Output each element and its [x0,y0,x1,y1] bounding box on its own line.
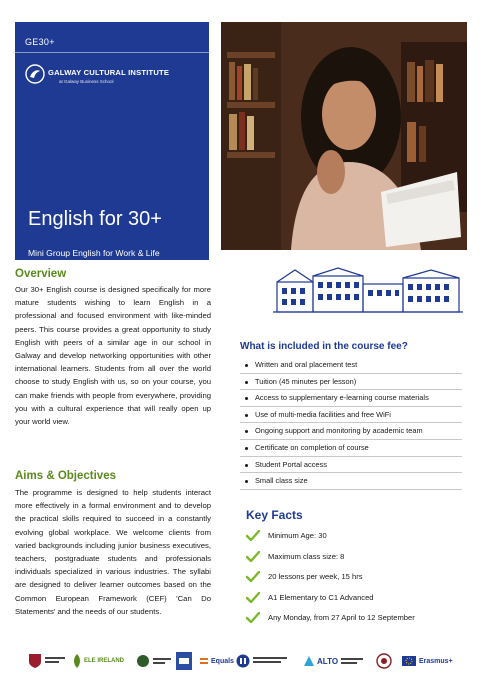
fee-item [240,423,462,440]
aims-text: The programme is designed to help students interact more effectively in a formal environment and to develop the practical skills required to succeed in a constantly evolving global workplace. We welcome clients from varied backgrounds including junior business executives, teachers, postgraduate students and professionals individuals specialized in various industries. The syllabi are designed to deliver learner outcomes based on the Common European Framework (CEF) 'Can Do Statements' and the needs of our students. [15,488,211,616]
fee-item [240,390,462,407]
alto-logo [304,649,363,673]
fee-item-label: Ongoing support and monitoring by academic team [255,426,423,436]
bullet-icon [245,364,248,367]
course-code: GE30+ [25,37,55,47]
ih-logo [236,649,287,673]
student-photo [221,22,467,250]
erasmus-label: Erasmus+ [419,657,453,665]
checkmark-icon [246,592,260,603]
divider [15,52,209,53]
page-subtitle: Mini Group English for Work & Life [28,248,160,258]
ele-ireland-logo [73,649,124,673]
qqi-logo [176,649,192,673]
checkmark-icon [246,530,260,541]
university-crest-logo [28,649,65,673]
fee-item-label: Certificate on completion of course [255,442,369,452]
fee-item [240,407,462,424]
alto-label: ALTO [317,656,339,666]
fee-item-label: Use of multi-media facilities and free WiFi [255,409,391,419]
fee-item-label: Small class size [255,476,308,486]
bullet-icon [245,397,248,400]
key-fact-label: Any Monday, from 27 April to 12 September [268,613,415,622]
bullet-icon [245,381,248,384]
overview-heading: Overview [15,268,67,280]
key-fact-label: Minimum Age: 30 [268,531,327,540]
key-fact-item [246,570,468,591]
key-facts-heading: Key Facts [246,508,303,522]
bullet-icon [245,414,248,417]
fee-item [240,457,462,474]
key-fact-label: 20 lessons per week, 15 hrs [268,572,363,581]
fee-item-label: Access to supplementary e-learning course materials [255,393,429,403]
bullet-icon [245,447,248,450]
accreditation-badge-logo [136,649,171,673]
institute-logo-icon [24,63,46,85]
key-fact-item [246,529,468,550]
page-title: English for 30+ [28,208,162,230]
key-facts-list [246,529,468,632]
key-fact-label: Maximum class size: 8 [268,551,345,561]
bullet-icon [245,480,248,483]
fee-item [240,440,462,457]
key-fact-item [246,611,468,632]
partner-logo-strip [28,649,458,673]
seal-logo [376,649,392,673]
overview-text: Our 30+ English course is designed specifically for more mature students wishing to learn English in a professional and focused environment with like-minded peers. This course provides a great opportunity to study English with peers of a similar age in our school in Galway and develop networking opportunities with other international learners. Students from all over the world choose to study English with us, so on your course, you can make friends with people from everywhere, providing you with a cultural experience that will really open up your world view. [15,285,211,427]
fee-item [240,374,462,391]
erasmus-logo [402,649,453,673]
checkmark-icon [246,551,260,562]
fee-item-label: Tuition (45 minutes per lesson) [255,376,357,386]
fee-item [240,473,462,490]
aims-heading: Aims & Objectives [15,470,116,482]
key-fact-item [246,550,468,571]
checkmark-icon [246,612,260,623]
building-illustration [273,266,463,314]
ele-ireland-label: ELE IRELAND [84,658,125,664]
fee-list [240,357,462,490]
fee-item-label: Student Portal access [255,459,327,469]
fee-heading: What is included in the course fee? [240,341,408,352]
key-fact-item [246,591,468,612]
fee-item-label: Written and oral placement test [255,360,358,369]
equals-label: Equals [211,657,234,665]
institute-name: GALWAY CULTURAL INSTITUTE [48,68,170,77]
equals-logo [200,649,234,673]
bullet-icon [245,430,248,433]
hero-panel [15,22,209,260]
bullet-icon [245,464,248,467]
key-fact-label: A1 Elementary to C1 Advanced [268,592,374,602]
institute-subname: at Galway Business School [59,79,114,84]
fee-item [240,357,462,374]
checkmark-icon [246,571,260,582]
